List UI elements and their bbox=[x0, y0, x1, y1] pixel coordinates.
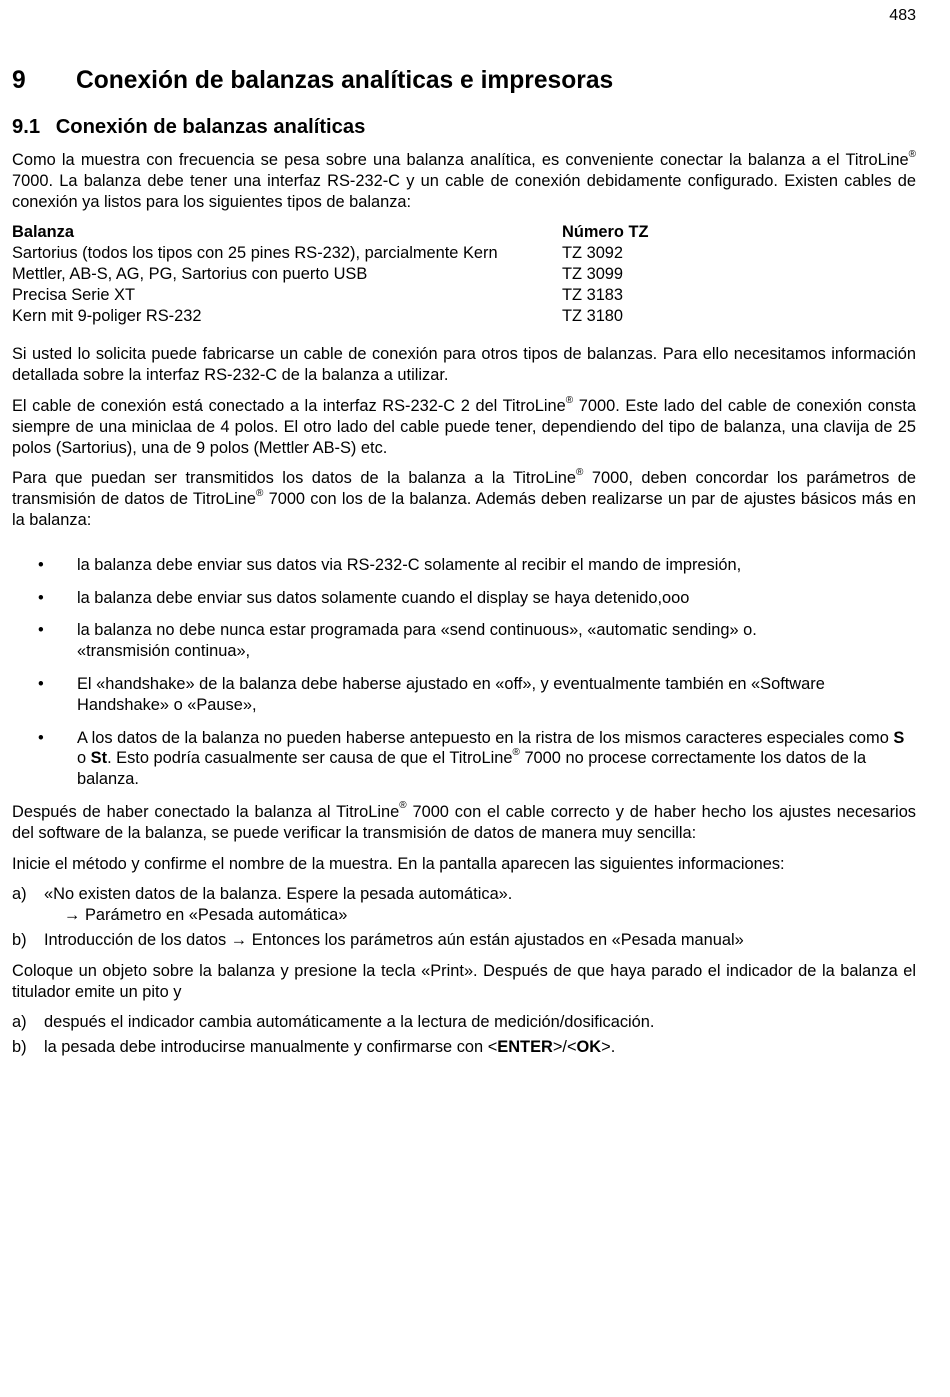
registered-mark: ® bbox=[576, 466, 584, 478]
list-item bbox=[12, 620, 916, 662]
bullet-icon: • bbox=[38, 588, 44, 607]
list-item bbox=[12, 588, 916, 609]
item-text bbox=[44, 1037, 916, 1058]
table-cell-tz: TZ 3092 bbox=[562, 244, 624, 263]
transmit-text-3: 7000 con los de la balanza. Además deben realizarse un par de ajustes básicos más en la balanza: bbox=[12, 490, 916, 529]
custom-cable-paragraph: Si usted lo solicita puede fabricarse un cable de conexión para otros tipos de balanzas. Para ello necesitamos información detallada sobre la interfaz RS-232-C de la balanza a utilizar. bbox=[12, 345, 916, 385]
table-cell-tz: TZ 3099 bbox=[562, 264, 624, 283]
item-text-part: >. bbox=[601, 1038, 616, 1057]
item-text-part: la pesada debe introducirse manualmente y confirmarse con < bbox=[44, 1038, 498, 1057]
enter-key-label: ENTER bbox=[497, 1038, 553, 1057]
item-text: Introducción de los datos → Entonces los parámetros aún están ajustados en «Pesada manual» bbox=[44, 930, 744, 949]
list-item-text: la balanza debe enviar sus datos via RS-232-C solamente al recibir el mando de impresión, bbox=[77, 555, 742, 574]
bullet-icon: • bbox=[38, 674, 44, 693]
transmit-text-1: Para que puedan ser transmitidos los datos de la balanza a la TitroLine bbox=[12, 469, 577, 488]
document-body bbox=[12, 62, 916, 1068]
section-number: 9 bbox=[12, 67, 26, 94]
registered-mark: ® bbox=[512, 746, 520, 758]
start-method-paragraph: Inicie el método y confirme el nombre de la muestra. En la pantalla aparecen las siguientes informaciones: bbox=[12, 854, 785, 873]
table-cell-balanza: Precisa Serie XT bbox=[12, 285, 135, 304]
item-label: b) bbox=[12, 930, 27, 949]
section-heading bbox=[12, 62, 916, 100]
table-cell-tz: TZ 3180 bbox=[562, 306, 624, 325]
table-header-balanza: Balanza bbox=[12, 223, 74, 242]
list-item bbox=[12, 1037, 916, 1058]
list-item-text: . Esto podría casualmente ser causa de que el TitroLine bbox=[107, 749, 513, 768]
table-cell-tz: TZ 3183 bbox=[562, 285, 624, 304]
char-s: S bbox=[893, 728, 905, 747]
list-item bbox=[12, 728, 916, 790]
list-item bbox=[12, 555, 916, 576]
bullet-icon: • bbox=[38, 621, 44, 640]
table-cell-balanza: Sartorius (todos los tipos con 25 pines RS-232), parcialmente Kern bbox=[12, 244, 498, 263]
item-label: b) bbox=[12, 1038, 27, 1057]
table-row bbox=[12, 285, 649, 306]
list-item-text: A los datos de la balanza no pueden haberse antepuesto en la ristra de los mismos caracteres especiales como bbox=[77, 728, 894, 747]
parameter-arrow-text: → Parámetro en «Pesada automática» bbox=[64, 906, 348, 925]
list-item-text: 7000 no procese correctamente los datos de la balanza. bbox=[77, 749, 867, 789]
page-number: 483 bbox=[889, 7, 916, 24]
place-object-paragraph: Coloque un objeto sobre la balanza y presione la tecla «Print». Después de que haya parado el indicador de la balanza el titulador emite un pito y bbox=[12, 961, 916, 1001]
table-row bbox=[12, 243, 649, 264]
display-messages-list bbox=[12, 884, 916, 950]
bullet-icon: • bbox=[38, 555, 44, 574]
ok-key-label: OK bbox=[576, 1038, 602, 1057]
after-text-1: Después de haber conectado la balanza al TitroLine bbox=[12, 802, 400, 821]
list-item-text: la balanza debe enviar sus datos solamente cuando el display se haya detenido,ooo bbox=[77, 588, 690, 607]
registered-mark: ® bbox=[565, 394, 574, 406]
table-header-numero-tz: Número TZ bbox=[562, 223, 649, 242]
item-label: a) bbox=[12, 1013, 27, 1032]
registered-mark: ® bbox=[399, 800, 407, 812]
requirements-list bbox=[12, 555, 916, 790]
list-item-text: El «handshake» de la balanza debe haberse ajustado en «off», y eventualmente también en «Software Handshake» o «Pause», bbox=[77, 674, 825, 714]
char-st: St bbox=[90, 749, 108, 768]
intro-text-2: 7000. La balanza debe tener una interfaz RS-232-C y un cable de conexión debidamente configurado. Existen cables de conexión ya listos para los siguientes tipos de balanza: bbox=[12, 171, 916, 211]
section-title: Conexión de balanzas analíticas e impresoras bbox=[76, 67, 614, 94]
list-item-text: la balanza no debe nunca estar programada para «send continuous», «automatic sending» o. bbox=[77, 621, 757, 640]
list-item bbox=[12, 1012, 916, 1033]
table-row bbox=[12, 264, 649, 285]
table-header-row bbox=[12, 222, 649, 243]
cable-text-1: El cable de conexión está conectado a la interfaz RS-232-C 2 del TitroLine bbox=[12, 396, 566, 415]
after-connection-paragraph bbox=[12, 802, 916, 844]
table-cell-balanza: Kern mit 9-poliger RS-232 bbox=[12, 306, 202, 325]
item-text-part: >/< bbox=[552, 1038, 577, 1057]
transmission-paragraph bbox=[12, 468, 916, 530]
table-row bbox=[12, 306, 649, 327]
item-text: después el indicador cambia automáticamente a la lectura de medición/dosificación. bbox=[44, 1013, 655, 1032]
item-text bbox=[44, 884, 916, 926]
intro-paragraph bbox=[12, 150, 916, 212]
list-item-text: «transmisión continua», bbox=[77, 642, 251, 661]
bullet-icon: • bbox=[38, 728, 44, 747]
list-item bbox=[12, 674, 916, 716]
transmit-text-2: 7000, deben concordar los parámetros de transmisión de datos de TitroLine bbox=[12, 469, 916, 509]
after-text-2: 7000 con el cable correcto y de haber hecho los ajustes necesarios del software de la balanza, se puede verificar la transmisión de datos de manera muy sencilla: bbox=[12, 802, 917, 842]
table-cell-balanza: Mettler, AB-S, AG, PG, Sartorius con puerto USB bbox=[12, 264, 368, 283]
registered-mark: ® bbox=[256, 487, 264, 499]
registered-mark: ® bbox=[908, 148, 916, 160]
list-item bbox=[12, 884, 916, 926]
subsection-heading bbox=[12, 114, 916, 140]
list-item bbox=[12, 930, 916, 951]
cable-text-2: 7000. Este lado del cable de conexión consta siempre de una miniclaa de 4 polos. El otro lado del cable puede tener, dependiendo del tipo de balanza, una clavija de 25 polos (Sartorius), una de 9 polos (Mettler AB-S) etc. bbox=[12, 396, 916, 457]
item-label: a) bbox=[12, 885, 27, 904]
intro-text-1: Como la muestra con frecuencia se pesa sobre una balanza analítica, es conveniente conectar la balanza a el TitroLine bbox=[12, 151, 909, 169]
cable-connection-paragraph bbox=[12, 396, 916, 458]
balance-cable-table bbox=[12, 222, 649, 326]
subsection-title: Conexión de balanzas analíticas bbox=[55, 116, 366, 138]
list-item-text: o bbox=[77, 749, 91, 768]
result-list bbox=[12, 1012, 916, 1058]
message-text: «No existen datos de la balanza. Espere la pesada automática». bbox=[44, 885, 513, 904]
subsection-number: 9.1 bbox=[12, 116, 41, 138]
